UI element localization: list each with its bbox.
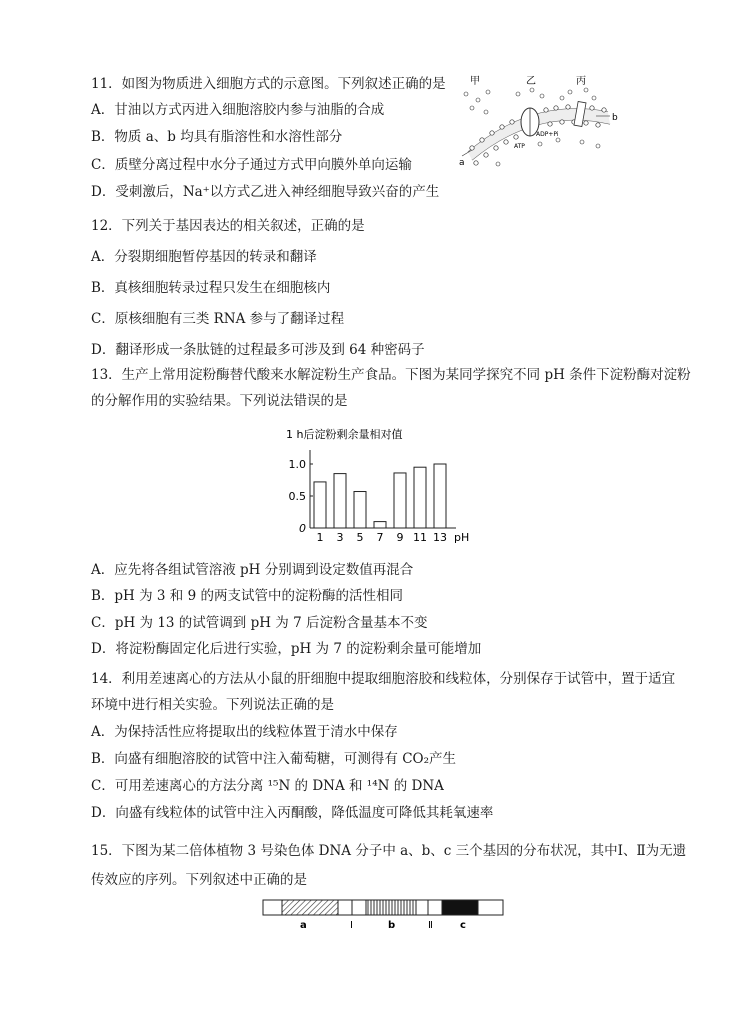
label-yi: 乙 bbox=[526, 76, 536, 87]
q15-stem-line2: 传效应的序列。下列叙述中正确的是 bbox=[91, 872, 307, 888]
q13-option-d: D．将淀粉酶固定化后进行实验，pH 为 7 的淀粉剩余量可能增加 bbox=[91, 641, 482, 657]
x-axis-label: pH bbox=[454, 531, 470, 544]
bar-ph-13 bbox=[434, 464, 446, 528]
q14-option-b: B．向盛有细胞溶胶的试管中注入葡萄糖，可测得有 CO₂产生 bbox=[91, 751, 457, 767]
label-gene-b: b bbox=[388, 920, 396, 931]
gene-c-segment bbox=[442, 900, 478, 915]
x-tick-label: 7 bbox=[376, 531, 384, 544]
label-a: a bbox=[459, 158, 465, 167]
membrane-transport-figure bbox=[458, 72, 628, 167]
bar-ph-1 bbox=[314, 482, 326, 528]
x-tick-label: 9 bbox=[396, 531, 404, 544]
q14-stem-line1: 14．利用差速离心的方法从小鼠的肝细胞中提取细胞溶胶和线粒体，分别保存于试管中，置于适宜 bbox=[91, 671, 676, 687]
x-tick-label: 13 bbox=[433, 531, 447, 544]
label-gene-a: a bbox=[300, 920, 307, 931]
x-tick-label: 1 bbox=[316, 531, 324, 544]
q11-stem: 11．如图为物质进入细胞方式的示意图。下列叙述正确的是 bbox=[91, 76, 446, 92]
label-bing: 丙 bbox=[576, 76, 586, 87]
q14-option-c: C．可用差速离心的方法分离 ¹⁵N 的 DNA 和 ¹⁴N 的 DNA bbox=[91, 778, 444, 794]
label-atp: ATP bbox=[514, 143, 525, 150]
bar-ph-11 bbox=[414, 467, 426, 528]
bar-ph-9 bbox=[394, 473, 406, 528]
q13-stem-line1: 13．生产上常用淀粉酶替代酸来水解淀粉生产食品。下图为某同学探究不同 pH 条件下淀粉酶对淀粉 bbox=[91, 367, 691, 383]
gene-b-segment bbox=[366, 900, 416, 915]
y-tick-label: 0.5 bbox=[288, 490, 306, 503]
chart-title: 1 h后淀粉剩余量相对值 bbox=[286, 428, 403, 441]
q12-option-b: B．真核细胞转录过程只发生在细胞核内 bbox=[91, 280, 331, 296]
dna-gene-figure bbox=[262, 898, 506, 934]
q14-stem-line2: 环境中进行相关实验。下列说法正确的是 bbox=[91, 697, 334, 713]
ph-starch-bar-chart bbox=[280, 424, 490, 544]
q12-option-c: C．原核细胞有三类 RNA 参与了翻译过程 bbox=[91, 311, 345, 327]
x-tick-label: 3 bbox=[336, 531, 344, 544]
label-segment-2: Ⅱ bbox=[428, 920, 433, 931]
q14-option-d: D．向盛有线粒体的试管中注入丙酮酸，降低温度可降低其耗氧速率 bbox=[91, 805, 494, 821]
q12-option-a: A．分裂期细胞暂停基因的转录和翻译 bbox=[91, 249, 317, 265]
label-adp: ADP+Pi bbox=[536, 131, 559, 138]
label-b: b bbox=[612, 113, 618, 123]
label-jia: 甲 bbox=[470, 76, 480, 87]
bar-ph-7 bbox=[374, 522, 386, 528]
bar-ph-5 bbox=[354, 492, 366, 528]
q13-option-a: A．应先将各组试管溶液 pH 分别调到设定数值再混合 bbox=[91, 562, 414, 578]
q11-option-a: A．甘油以方式丙进入细胞溶胶内参与油脂的合成 bbox=[91, 102, 385, 118]
y-tick-label: 1.0 bbox=[288, 458, 306, 471]
q13-option-c: C．pH 为 13 的试管调到 pH 为 7 后淀粉含量基本不变 bbox=[91, 615, 428, 631]
q12-stem: 12．下列关于基因表达的相关叙述，正确的是 bbox=[91, 218, 365, 234]
label-segment-1: Ⅰ bbox=[350, 920, 353, 931]
x-tick-label: 5 bbox=[356, 531, 364, 544]
x-tick-label: 11 bbox=[413, 531, 427, 544]
label-gene-c: c bbox=[460, 920, 466, 931]
gene-a-segment bbox=[282, 900, 338, 915]
q11-option-b: B．物质 a、b 均具有脂溶性和水溶性部分 bbox=[91, 129, 343, 145]
q11-option-c: C．质壁分离过程中水分子通过方式甲向膜外单向运输 bbox=[91, 157, 412, 173]
bar-ph-3 bbox=[334, 474, 346, 528]
q13-stem-line2: 的分解作用的实验结果。下列说法错误的是 bbox=[91, 393, 348, 409]
y-tick-label: 0 bbox=[299, 522, 306, 535]
q11-option-d: D．受刺激后，Na⁺以方式乙进入神经细胞导致兴奋的产生 bbox=[91, 184, 440, 200]
q12-option-d: D．翻译形成一条肽链的过程最多可涉及到 64 种密码子 bbox=[91, 342, 425, 358]
q15-stem-line1: 15．下图为某二倍体植物 3 号染色体 DNA 分子中 a、b、c 三个基因的分布状况，其中Ⅰ、Ⅱ为无遗 bbox=[91, 843, 687, 859]
q13-option-b: B．pH 为 3 和 9 的两支试管中的淀粉酶的活性相同 bbox=[91, 588, 403, 604]
q14-option-a: A．为保持活性应将提取出的线粒体置于清水中保存 bbox=[91, 724, 398, 740]
